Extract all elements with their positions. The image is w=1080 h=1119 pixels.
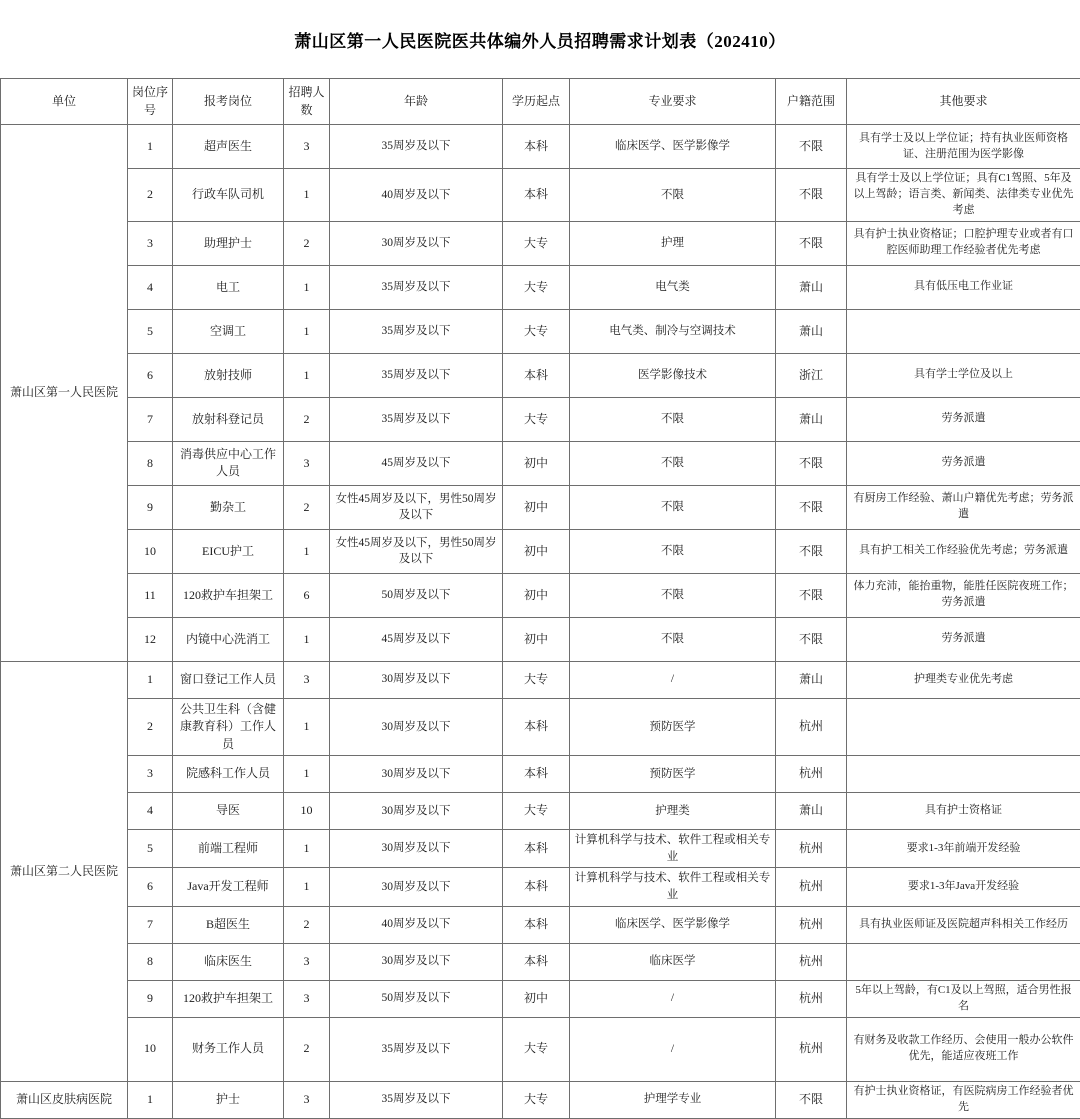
cell-age: 35周岁及以下: [330, 125, 503, 169]
cell-major: 计算机科学与技术、软件工程或相关专业: [570, 868, 776, 906]
cell-position-name: 放射科登记员: [173, 397, 284, 441]
table-row: [1, 221, 1080, 265]
cell-major: 医学影像技术: [570, 353, 776, 397]
cell-major: 临床医学: [570, 943, 776, 980]
cell-household: 萧山: [776, 661, 847, 698]
cell-position-no: 9: [128, 485, 173, 529]
cell-position-name: 内镜中心洗消工: [173, 617, 284, 661]
cell-position-name: 放射技师: [173, 353, 284, 397]
cell-household: 不限: [776, 441, 847, 485]
cell-major: 护理学专业: [570, 1081, 776, 1118]
cell-education: 本科: [503, 125, 570, 169]
table-row: [1, 573, 1080, 617]
cell-other-requirements: 要求1-3年Java开发经验: [847, 868, 1080, 906]
cell-other-requirements: 有护士执业资格证，有医院病房工作经验者优先: [847, 1081, 1080, 1118]
cell-position-no: 3: [128, 221, 173, 265]
cell-age: 30周岁及以下: [330, 868, 503, 906]
cell-recruit-count: 1: [284, 265, 330, 309]
cell-position-no: 10: [128, 529, 173, 573]
cell-position-no: 8: [128, 441, 173, 485]
cell-recruit-count: 3: [284, 943, 330, 980]
cell-education: 大专: [503, 1081, 570, 1118]
cell-household: 萧山: [776, 265, 847, 309]
cell-position-no: 9: [128, 980, 173, 1017]
cell-education: 大专: [503, 265, 570, 309]
column-header-unit: 单位: [1, 79, 128, 125]
table-row: [1, 265, 1080, 309]
cell-position-name: 财务工作人员: [173, 1017, 284, 1081]
unit-cell: 萧山区皮肤病医院: [1, 1081, 128, 1118]
cell-major: 不限: [570, 573, 776, 617]
cell-recruit-count: 1: [284, 617, 330, 661]
cell-major: 预防医学: [570, 755, 776, 792]
cell-education: 初中: [503, 485, 570, 529]
cell-age: 35周岁及以下: [330, 353, 503, 397]
cell-other-requirements: 具有低压电工作业证: [847, 265, 1080, 309]
cell-position-name: 前端工程师: [173, 829, 284, 867]
cell-position-no: 5: [128, 309, 173, 353]
cell-education: 初中: [503, 573, 570, 617]
cell-household: 浙江: [776, 353, 847, 397]
cell-education: 初中: [503, 980, 570, 1017]
cell-recruit-count: 1: [284, 868, 330, 906]
cell-age: 女性45周岁及以下，男性50周岁及以下: [330, 529, 503, 573]
cell-education: 本科: [503, 353, 570, 397]
cell-education: 本科: [503, 755, 570, 792]
cell-age: 30周岁及以下: [330, 829, 503, 867]
page-title: 萧山区第一人民医院医共体编外人员招聘需求计划表（202410）: [294, 27, 786, 52]
table-header-row: [1, 79, 1080, 125]
cell-position-name: 导医: [173, 792, 284, 829]
cell-household: 杭州: [776, 755, 847, 792]
cell-position-no: 7: [128, 906, 173, 943]
cell-recruit-count: 3: [284, 980, 330, 1017]
column-header-position-name: 报考岗位: [173, 79, 284, 125]
cell-age: 30周岁及以下: [330, 755, 503, 792]
cell-household: 不限: [776, 1081, 847, 1118]
cell-age: 30周岁及以下: [330, 661, 503, 698]
cell-position-name: 勤杂工: [173, 485, 284, 529]
cell-age: 35周岁及以下: [330, 397, 503, 441]
cell-other-requirements: 具有护士资格证: [847, 792, 1080, 829]
cell-position-name: 行政车队司机: [173, 169, 284, 222]
cell-education: 大专: [503, 1017, 570, 1081]
cell-major: /: [570, 661, 776, 698]
cell-position-no: 8: [128, 943, 173, 980]
cell-household: 萧山: [776, 309, 847, 353]
cell-age: 女性45周岁及以下，男性50周岁及以下: [330, 485, 503, 529]
cell-education: 本科: [503, 943, 570, 980]
table-row: [1, 829, 1080, 867]
cell-major: 护理: [570, 221, 776, 265]
cell-position-no: 5: [128, 829, 173, 867]
cell-major: 不限: [570, 485, 776, 529]
table-row: [1, 1017, 1080, 1081]
cell-other-requirements: 具有执业医师证及医院超声科相关工作经历: [847, 906, 1080, 943]
cell-education: 大专: [503, 792, 570, 829]
cell-position-no: 11: [128, 573, 173, 617]
cell-position-name: EICU护工: [173, 529, 284, 573]
cell-household: 不限: [776, 221, 847, 265]
cell-major: 临床医学、医学影像学: [570, 125, 776, 169]
cell-major: 不限: [570, 529, 776, 573]
cell-recruit-count: 6: [284, 573, 330, 617]
cell-position-no: 12: [128, 617, 173, 661]
cell-position-name: 超声医生: [173, 125, 284, 169]
cell-education: 初中: [503, 441, 570, 485]
cell-other-requirements: 具有护士执业资格证；口腔护理专业或者有口腔医师助理工作经验者优先考虑: [847, 221, 1080, 265]
cell-household: 杭州: [776, 906, 847, 943]
cell-position-name: Java开发工程师: [173, 868, 284, 906]
cell-household: 萧山: [776, 397, 847, 441]
cell-recruit-count: 1: [284, 755, 330, 792]
cell-major: 预防医学: [570, 698, 776, 755]
cell-household: 杭州: [776, 980, 847, 1017]
table-row: [1, 868, 1080, 906]
cell-recruit-count: 10: [284, 792, 330, 829]
cell-position-no: 2: [128, 698, 173, 755]
cell-age: 30周岁及以下: [330, 792, 503, 829]
cell-household: 不限: [776, 529, 847, 573]
cell-recruit-count: 2: [284, 485, 330, 529]
cell-position-no: 1: [128, 1081, 173, 1118]
cell-recruit-count: 3: [284, 441, 330, 485]
cell-recruit-count: 1: [284, 829, 330, 867]
cell-position-no: 3: [128, 755, 173, 792]
cell-position-name: 窗口登记工作人员: [173, 661, 284, 698]
table-row: [1, 125, 1080, 169]
table-row: [1, 661, 1080, 698]
column-header-education: 学历起点: [503, 79, 570, 125]
cell-position-name: 电工: [173, 265, 284, 309]
cell-recruit-count: 1: [284, 169, 330, 222]
cell-position-no: 4: [128, 265, 173, 309]
cell-position-no: 1: [128, 661, 173, 698]
cell-major: 电气类、制冷与空调技术: [570, 309, 776, 353]
cell-position-no: 6: [128, 353, 173, 397]
cell-major: 护理类: [570, 792, 776, 829]
cell-other-requirements: 要求1-3年前端开发经验: [847, 829, 1080, 867]
table-row: [1, 755, 1080, 792]
cell-other-requirements: [847, 309, 1080, 353]
cell-position-no: 1: [128, 125, 173, 169]
column-header-household: 户籍范围: [776, 79, 847, 125]
cell-recruit-count: 3: [284, 125, 330, 169]
cell-major: /: [570, 1017, 776, 1081]
table-row: [1, 309, 1080, 353]
cell-position-name: 120救护车担架工: [173, 573, 284, 617]
cell-other-requirements: [847, 755, 1080, 792]
cell-household: 不限: [776, 573, 847, 617]
cell-household: 杭州: [776, 698, 847, 755]
cell-major: 不限: [570, 169, 776, 222]
cell-recruit-count: 1: [284, 309, 330, 353]
cell-major: /: [570, 980, 776, 1017]
cell-household: 杭州: [776, 943, 847, 980]
cell-education: 本科: [503, 829, 570, 867]
cell-recruit-count: 2: [284, 906, 330, 943]
cell-other-requirements: 具有学士及以上学位证；持有执业医师资格证、注册范围为医学影像: [847, 125, 1080, 169]
cell-other-requirements: 有厨房工作经验、萧山户籍优先考虑；劳务派遣: [847, 485, 1080, 529]
cell-major: 计算机科学与技术、软件工程或相关专业: [570, 829, 776, 867]
column-header-major: 专业要求: [570, 79, 776, 125]
cell-other-requirements: 5年以上驾龄，有C1及以上驾照，适合男性报名: [847, 980, 1080, 1017]
cell-position-no: 6: [128, 868, 173, 906]
cell-education: 本科: [503, 906, 570, 943]
cell-age: 30周岁及以下: [330, 221, 503, 265]
cell-age: 45周岁及以下: [330, 441, 503, 485]
cell-major: 不限: [570, 617, 776, 661]
cell-education: 大专: [503, 309, 570, 353]
cell-other-requirements: 护理类专业优先考虑: [847, 661, 1080, 698]
column-header-recruit-count: 招聘人数: [284, 79, 330, 125]
cell-major: 电气类: [570, 265, 776, 309]
cell-age: 30周岁及以下: [330, 698, 503, 755]
cell-recruit-count: 1: [284, 353, 330, 397]
cell-recruit-count: 1: [284, 698, 330, 755]
table-row: [1, 485, 1080, 529]
table-row: [1, 529, 1080, 573]
cell-age: 50周岁及以下: [330, 980, 503, 1017]
cell-recruit-count: 2: [284, 1017, 330, 1081]
cell-other-requirements: 劳务派遣: [847, 617, 1080, 661]
recruitment-table: [0, 78, 1080, 1119]
cell-position-name: 院感科工作人员: [173, 755, 284, 792]
cell-education: 初中: [503, 529, 570, 573]
cell-other-requirements: [847, 698, 1080, 755]
table-row: [1, 792, 1080, 829]
cell-age: 35周岁及以下: [330, 265, 503, 309]
table-row: [1, 353, 1080, 397]
table-row: [1, 980, 1080, 1017]
cell-position-name: 120救护车担架工: [173, 980, 284, 1017]
unit-cell: 萧山区第二人民医院: [1, 661, 128, 1081]
cell-recruit-count: 1: [284, 529, 330, 573]
title-bar: [0, 0, 1080, 78]
cell-age: 40周岁及以下: [330, 169, 503, 222]
cell-recruit-count: 2: [284, 397, 330, 441]
table-row: [1, 397, 1080, 441]
cell-position-name: 临床医生: [173, 943, 284, 980]
cell-age: 45周岁及以下: [330, 617, 503, 661]
cell-other-requirements: [847, 943, 1080, 980]
cell-other-requirements: 有财务及收款工作经历、会使用一般办公软件优先，能适应夜班工作: [847, 1017, 1080, 1081]
table-row: [1, 169, 1080, 222]
cell-position-no: 2: [128, 169, 173, 222]
cell-household: 不限: [776, 617, 847, 661]
cell-household: 萧山: [776, 792, 847, 829]
cell-position-name: 消毒供应中心工作人员: [173, 441, 284, 485]
cell-education: 本科: [503, 868, 570, 906]
cell-household: 不限: [776, 485, 847, 529]
cell-age: 50周岁及以下: [330, 573, 503, 617]
cell-other-requirements: 劳务派遣: [847, 441, 1080, 485]
cell-education: 大专: [503, 397, 570, 441]
cell-position-name: 助理护士: [173, 221, 284, 265]
cell-education: 初中: [503, 617, 570, 661]
cell-other-requirements: 具有护工相关工作经验优先考虑；劳务派遣: [847, 529, 1080, 573]
cell-recruit-count: 3: [284, 661, 330, 698]
cell-education: 本科: [503, 169, 570, 222]
table-row: [1, 943, 1080, 980]
cell-age: 35周岁及以下: [330, 309, 503, 353]
cell-position-name: 公共卫生科（含健康教育科）工作人员: [173, 698, 284, 755]
cell-household: 不限: [776, 125, 847, 169]
cell-education: 大专: [503, 661, 570, 698]
cell-recruit-count: 2: [284, 221, 330, 265]
cell-position-name: B超医生: [173, 906, 284, 943]
cell-position-name: 护士: [173, 1081, 284, 1118]
cell-recruit-count: 3: [284, 1081, 330, 1118]
table-row: [1, 1081, 1080, 1118]
cell-household: 杭州: [776, 1017, 847, 1081]
cell-age: 35周岁及以下: [330, 1017, 503, 1081]
cell-major: 不限: [570, 397, 776, 441]
cell-major: 不限: [570, 441, 776, 485]
cell-age: 35周岁及以下: [330, 1081, 503, 1118]
table-row: [1, 698, 1080, 755]
cell-education: 本科: [503, 698, 570, 755]
unit-cell: 萧山区第一人民医院: [1, 125, 128, 662]
table-row: [1, 441, 1080, 485]
column-header-age: 年龄: [330, 79, 503, 125]
cell-position-no: 4: [128, 792, 173, 829]
cell-other-requirements: 具有学士及以上学位证；具有C1驾照、5年及以上驾龄；语言类、新闻类、法律类专业优先考虑: [847, 169, 1080, 222]
table-row: [1, 906, 1080, 943]
table-row: [1, 617, 1080, 661]
cell-position-no: 7: [128, 397, 173, 441]
cell-age: 40周岁及以下: [330, 906, 503, 943]
cell-education: 大专: [503, 221, 570, 265]
column-header-other-requirements: 其他要求: [847, 79, 1080, 125]
cell-position-no: 10: [128, 1017, 173, 1081]
cell-other-requirements: 劳务派遣: [847, 397, 1080, 441]
cell-other-requirements: 体力充沛，能抬重物，能胜任医院夜班工作；劳务派遣: [847, 573, 1080, 617]
cell-age: 30周岁及以下: [330, 943, 503, 980]
cell-household: 杭州: [776, 868, 847, 906]
cell-major: 临床医学、医学影像学: [570, 906, 776, 943]
cell-position-name: 空调工: [173, 309, 284, 353]
cell-other-requirements: 具有学士学位及以上: [847, 353, 1080, 397]
cell-household: 杭州: [776, 829, 847, 867]
cell-household: 不限: [776, 169, 847, 222]
column-header-position-no: 岗位序号: [128, 79, 173, 125]
